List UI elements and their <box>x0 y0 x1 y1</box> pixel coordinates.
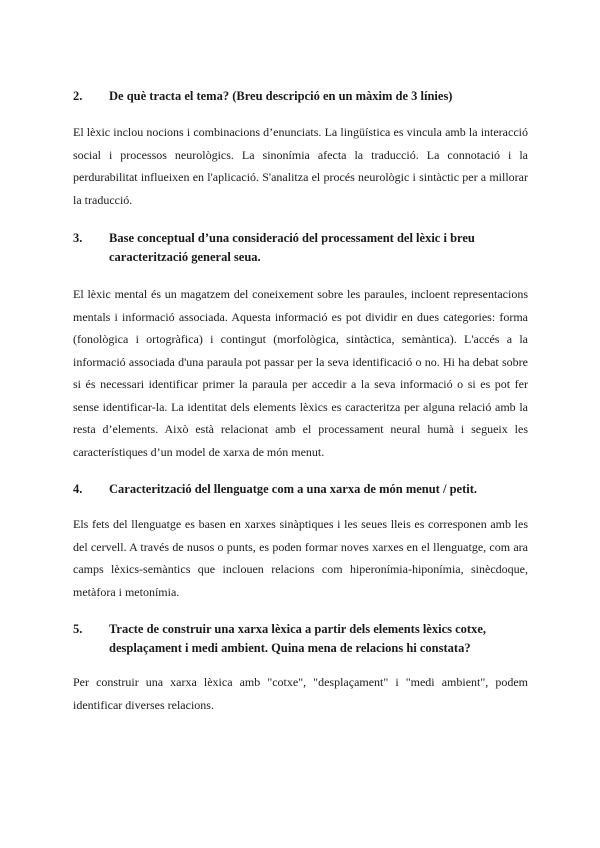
section-5-number: 5. <box>73 622 83 636</box>
section-5-title: Tracte de construir una xarxa lèxica a partir dels elements lèxics cotxe, desplaçament i medi ambient. Quina mena de relacions hi constata? <box>109 622 487 655</box>
section-4-heading <box>73 480 528 499</box>
section-5-heading <box>73 620 528 658</box>
section-4-title: Caracterització del llenguatge com a una xarxa de món menut / petit. <box>109 482 477 496</box>
section-3-number: 3. <box>73 231 83 245</box>
section-4-number: 4. <box>73 482 83 496</box>
section-4-body: Els fets del llenguatge es basen en xarxes sinàptiques i les seues lleis es corresponen amb les del cervell. A través de nusos o punts, es poden formar noves xarxes en el llenguatge, com ara camps lèxics-semàntics que inclouen relacions com hiperonímia-hiponímia, sinècdoque, metàfora i metonímia. <box>73 517 528 599</box>
section-2-number: 2. <box>73 89 83 103</box>
section-3-title: Base conceptual d’una consideració del processament del lèxic i breu caracterització general seua. <box>109 231 475 264</box>
section-5-body: Per construir una xarxa lèxica amb "cotxe", "desplaçament" i "medi ambient", podem identificar diverses relacions. <box>73 675 528 712</box>
section-2-title: De què tracta el tema? (Breu descripció en un màxim de 3 línies) <box>109 89 453 103</box>
section-3-heading <box>73 229 528 267</box>
section-2-body: El lèxic inclou nocions i combinacions d’enunciats. La lingüística es vincula amb la interacció social i processos neurològics. La sinonímia afecta la traducció. La connotació i la perdurabilitat influeixen en l'aplicació. S'analitza el procés neurològic i sintàctic per a millorar la traducció. <box>73 125 528 207</box>
section-2-heading <box>73 87 528 106</box>
section-3-body: El lèxic mental és un magatzem del coneixement sobre les paraules, incloent representacions mentals i informació associada. Aquesta informació es pot dividir en dues categories: forma (fonològica i ortogràfica) i contingut (morfològica, sintàctica, semàntica). L'accés a la informació associada d'una paraula pot passar per la seva identificació o no. Hi ha debat sobre si és necessari identificar primer la paraula per accedir a la seva informació o si es pot fer sense identificar-la. La identitat dels elements lèxics es caracteritza per alguna relació amb la resta d’elements. Això està relacionat amb el processament neural humà i segueix les característiques d’un model de xarxa de món menut. <box>73 287 528 459</box>
document-page <box>73 87 528 716</box>
